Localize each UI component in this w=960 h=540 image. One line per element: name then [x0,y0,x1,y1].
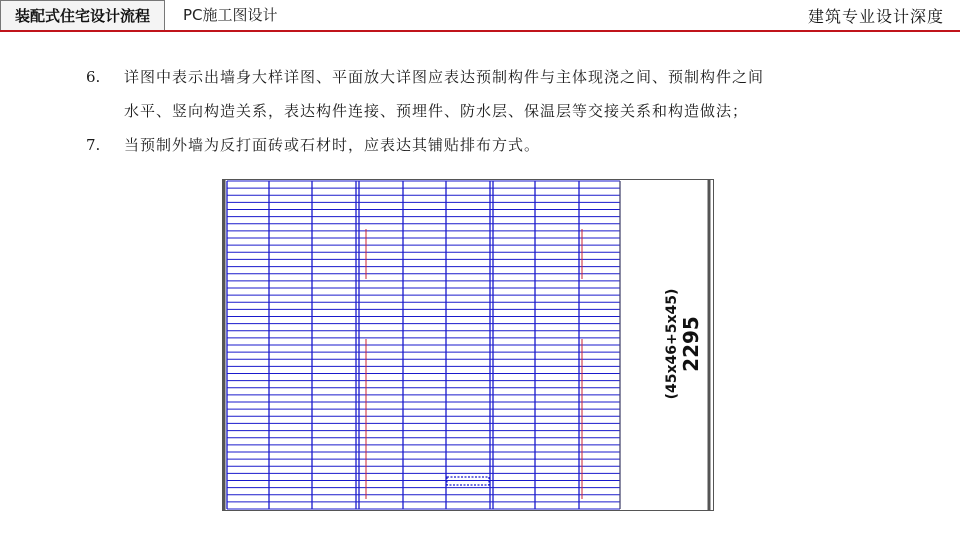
header [0,0,960,32]
tab-pc-construction-drawing[interactable]: PC施工图设计 [183,6,278,24]
tab-assembly-housing-design-process[interactable]: 装配式住宅设计流程 [0,0,165,30]
dimension-formula: (45x46+5x45) [664,288,680,400]
highlighted-tile [447,477,489,485]
list-number-7: 7. [86,136,101,154]
dimension-annotation [664,254,703,434]
list-item-7-line-1: 当预制外墙为反打面砖或石材时，应表达其铺贴排布方式。 [124,136,541,154]
list-item-6-line-2: 水平、竖向构造关系，表达构件连接、预埋件、防水层、保温层等交接关系和构造做法； [124,102,749,120]
tile-layout-drawing [222,179,714,511]
tile-grid-svg [222,179,714,511]
list-number-6: 6. [86,68,101,86]
header-divider [0,30,960,32]
dimension-total: 2295 [679,316,703,372]
section-title: 建筑专业设计深度 [807,7,944,26]
list-item-6-line-1: 详图中表示出墙身大样详图、平面放大详图应表达预制构件与主体现浇之间、预制构件之间 [124,68,765,86]
